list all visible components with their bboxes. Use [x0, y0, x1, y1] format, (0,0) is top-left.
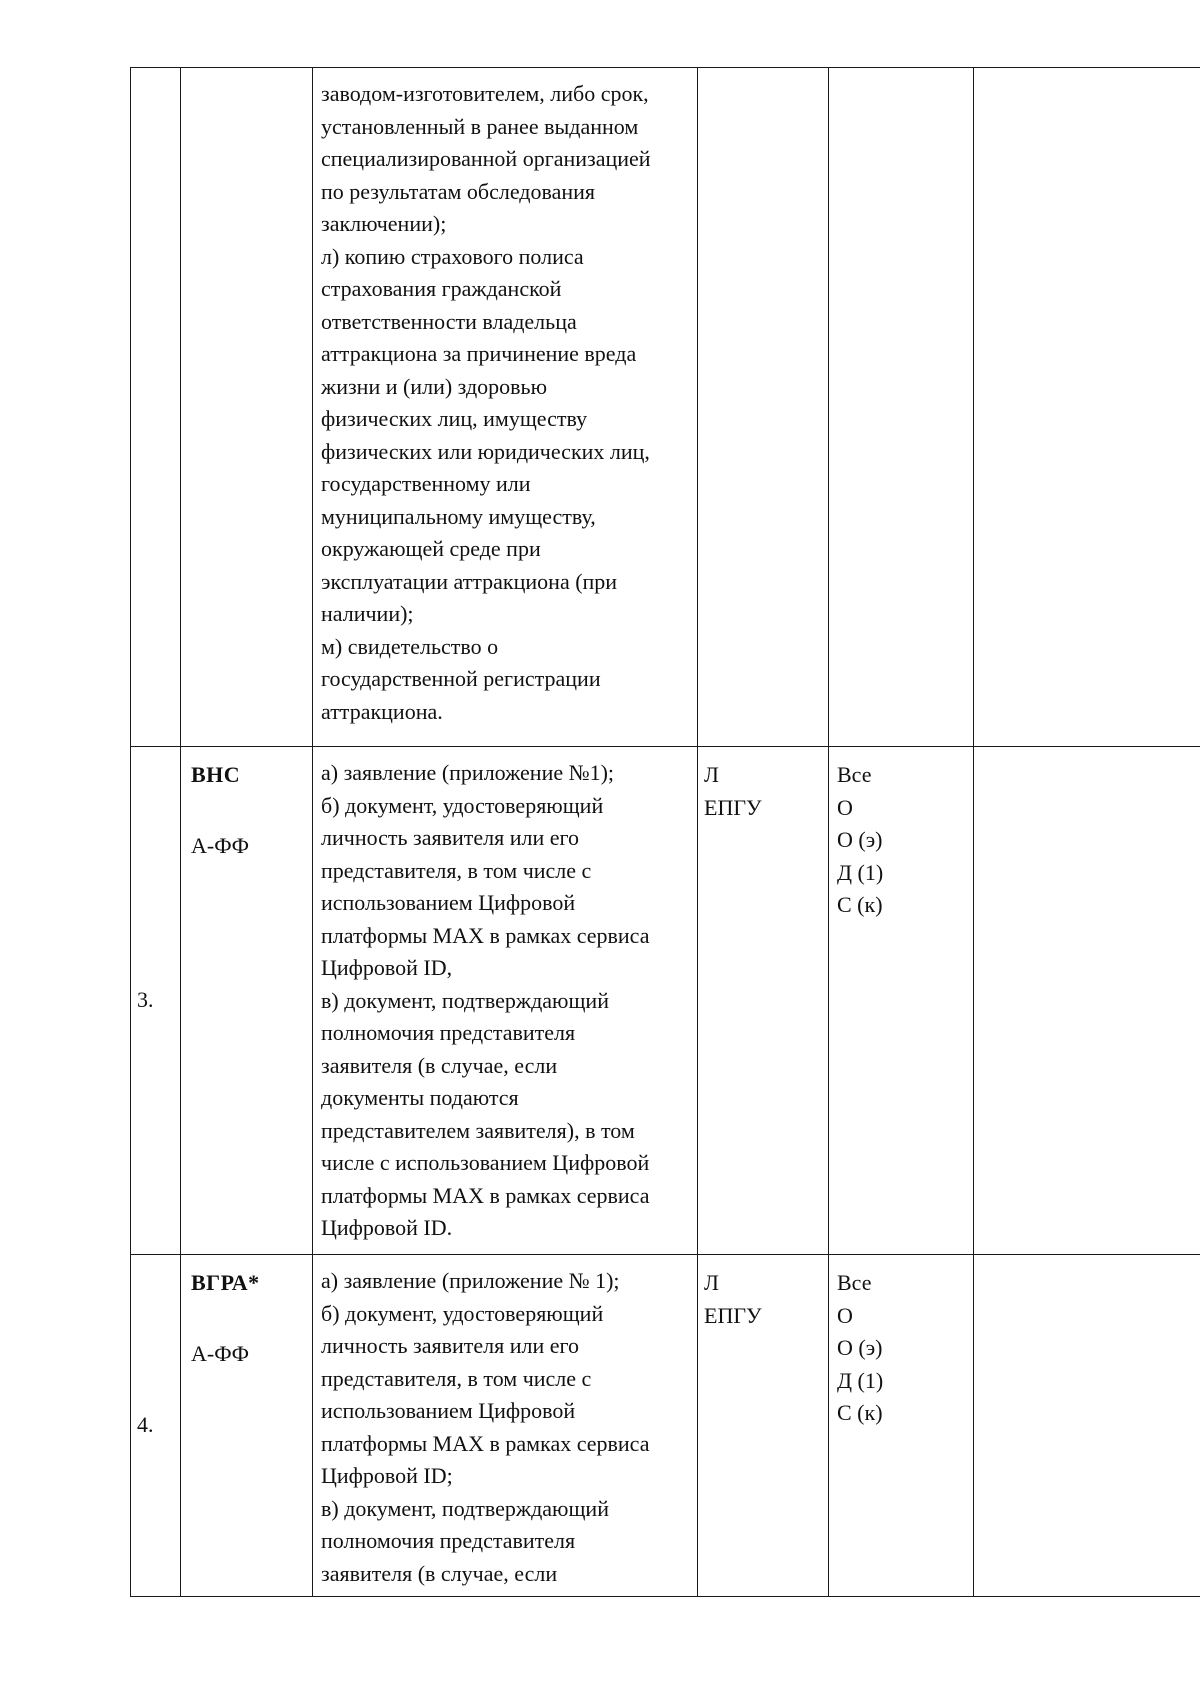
document-line: а) заявление (приложение №1);: [321, 760, 615, 785]
document-line: л) копию страхового полиса: [321, 243, 584, 269]
document-line: документы подаются: [321, 1085, 519, 1110]
document-line: эксплуатации аттракциона (при: [321, 568, 618, 594]
channels-cell: [698, 68, 829, 747]
table-row: [131, 747, 1200, 1255]
document-line: а) заявление (приложение № 1);: [321, 1268, 620, 1293]
services-table: [130, 67, 1200, 1597]
flag-code: О (э): [837, 1335, 883, 1360]
document-line: заключении);: [321, 211, 447, 236]
document-line: заявителя (в случае, если: [321, 1052, 558, 1078]
document-line: м) свидетельство о: [321, 633, 499, 659]
document-line: ответственности владельца: [321, 308, 577, 334]
channel-code: ЕПГУ: [704, 1302, 762, 1328]
document-line: использованием Цифровой: [321, 890, 576, 915]
row-number: 4.: [137, 1412, 154, 1438]
document-line: представителя, в том числе с: [321, 1365, 592, 1391]
document-line: Цифровой ID.: [321, 1215, 453, 1240]
document-line: установленный в ранее выданном: [321, 113, 639, 139]
channel-code: Л: [704, 762, 719, 787]
row-number-cell: [131, 747, 181, 1255]
flags-cell: [829, 747, 974, 1255]
flag-code: О (э): [837, 827, 883, 852]
document-line: личность заявителя или его: [321, 825, 580, 850]
flag-code: Все: [837, 1270, 872, 1295]
document-line: б) документ, удостоверяющий: [321, 792, 604, 818]
row-number: 3.: [137, 987, 154, 1013]
document-line: аттракциона за причинение вреда: [321, 341, 637, 366]
channel-code: Л: [704, 1270, 719, 1295]
document-line: муниципальному имуществу,: [321, 503, 596, 529]
flag-code: О: [837, 794, 853, 820]
flag-code: С (к): [837, 892, 883, 917]
document-line: наличии);: [321, 601, 414, 626]
flag-code: С (к): [837, 1400, 883, 1425]
document-line: специализированной организацией: [321, 146, 651, 171]
document-line: государственной регистрации: [321, 666, 601, 691]
documents-cell: [313, 68, 698, 747]
document-line: в) документ, подтверждающий: [321, 1495, 609, 1521]
flag-code: Д (1): [837, 859, 884, 885]
empty-cell: [974, 747, 1200, 1255]
document-line: аттракциона.: [321, 698, 443, 724]
flag-code: Все: [837, 762, 872, 787]
document-line: платформы MAX в рамках сервиса: [321, 1182, 650, 1208]
document-line: личность заявителя или его: [321, 1333, 580, 1358]
document-line: б) документ, удостоверяющий: [321, 1300, 604, 1326]
row-number-cell: [131, 68, 181, 747]
channels-cell: [698, 1255, 829, 1597]
flag-code: Д (1): [837, 1367, 884, 1393]
service-code: ВГРА*: [191, 1270, 260, 1295]
flag-code: О: [837, 1302, 853, 1328]
document-line: платформы MAX в рамках сервиса: [321, 1430, 650, 1456]
applicant-category: А-ФФ: [191, 1340, 249, 1366]
service-code-cell: [181, 68, 313, 747]
documents-cell: [313, 747, 698, 1255]
document-line: заводом-изготовителем, либо срок,: [321, 81, 649, 106]
table-row: [131, 1255, 1200, 1597]
document-line: страхования гражданской: [321, 276, 562, 301]
document-line: жизни и (или) здоровью: [321, 373, 548, 399]
document-line: Цифровой ID,: [321, 955, 453, 980]
document-line: числе с использованием Цифровой: [321, 1150, 650, 1175]
document-line: физических лиц, имуществу: [321, 406, 588, 431]
flags-cell: [829, 1255, 974, 1597]
channel-code: ЕПГУ: [704, 794, 762, 820]
document-line: Цифровой ID;: [321, 1463, 453, 1488]
empty-cell: [974, 68, 1200, 747]
document-line: полномочия представителя: [321, 1020, 576, 1045]
service-code-cell: [181, 1255, 313, 1597]
document-line: физических или юридических лиц,: [321, 438, 650, 464]
document-line: представителя, в том числе с: [321, 857, 592, 883]
empty-cell: [974, 1255, 1200, 1597]
document-line: платформы MAX в рамках сервиса: [321, 922, 650, 948]
document-line: окружающей среде при: [321, 536, 541, 561]
document-line: по результатам обследования: [321, 178, 596, 204]
document-line: заявителя (в случае, если: [321, 1560, 558, 1586]
document-line: в) документ, подтверждающий: [321, 987, 609, 1013]
service-code-cell: [181, 747, 313, 1255]
document-line: представителем заявителя), в том: [321, 1117, 635, 1143]
channels-cell: [698, 747, 829, 1255]
documents-cell: [313, 1255, 698, 1597]
document-line: использованием Цифровой: [321, 1398, 576, 1423]
flags-cell: [829, 68, 974, 747]
document-line: полномочия представителя: [321, 1528, 576, 1553]
document-line: государственному или: [321, 471, 531, 496]
service-code: ВНС: [191, 762, 241, 787]
table-row: [131, 68, 1200, 747]
applicant-category: А-ФФ: [191, 832, 249, 858]
row-number-cell: [131, 1255, 181, 1597]
